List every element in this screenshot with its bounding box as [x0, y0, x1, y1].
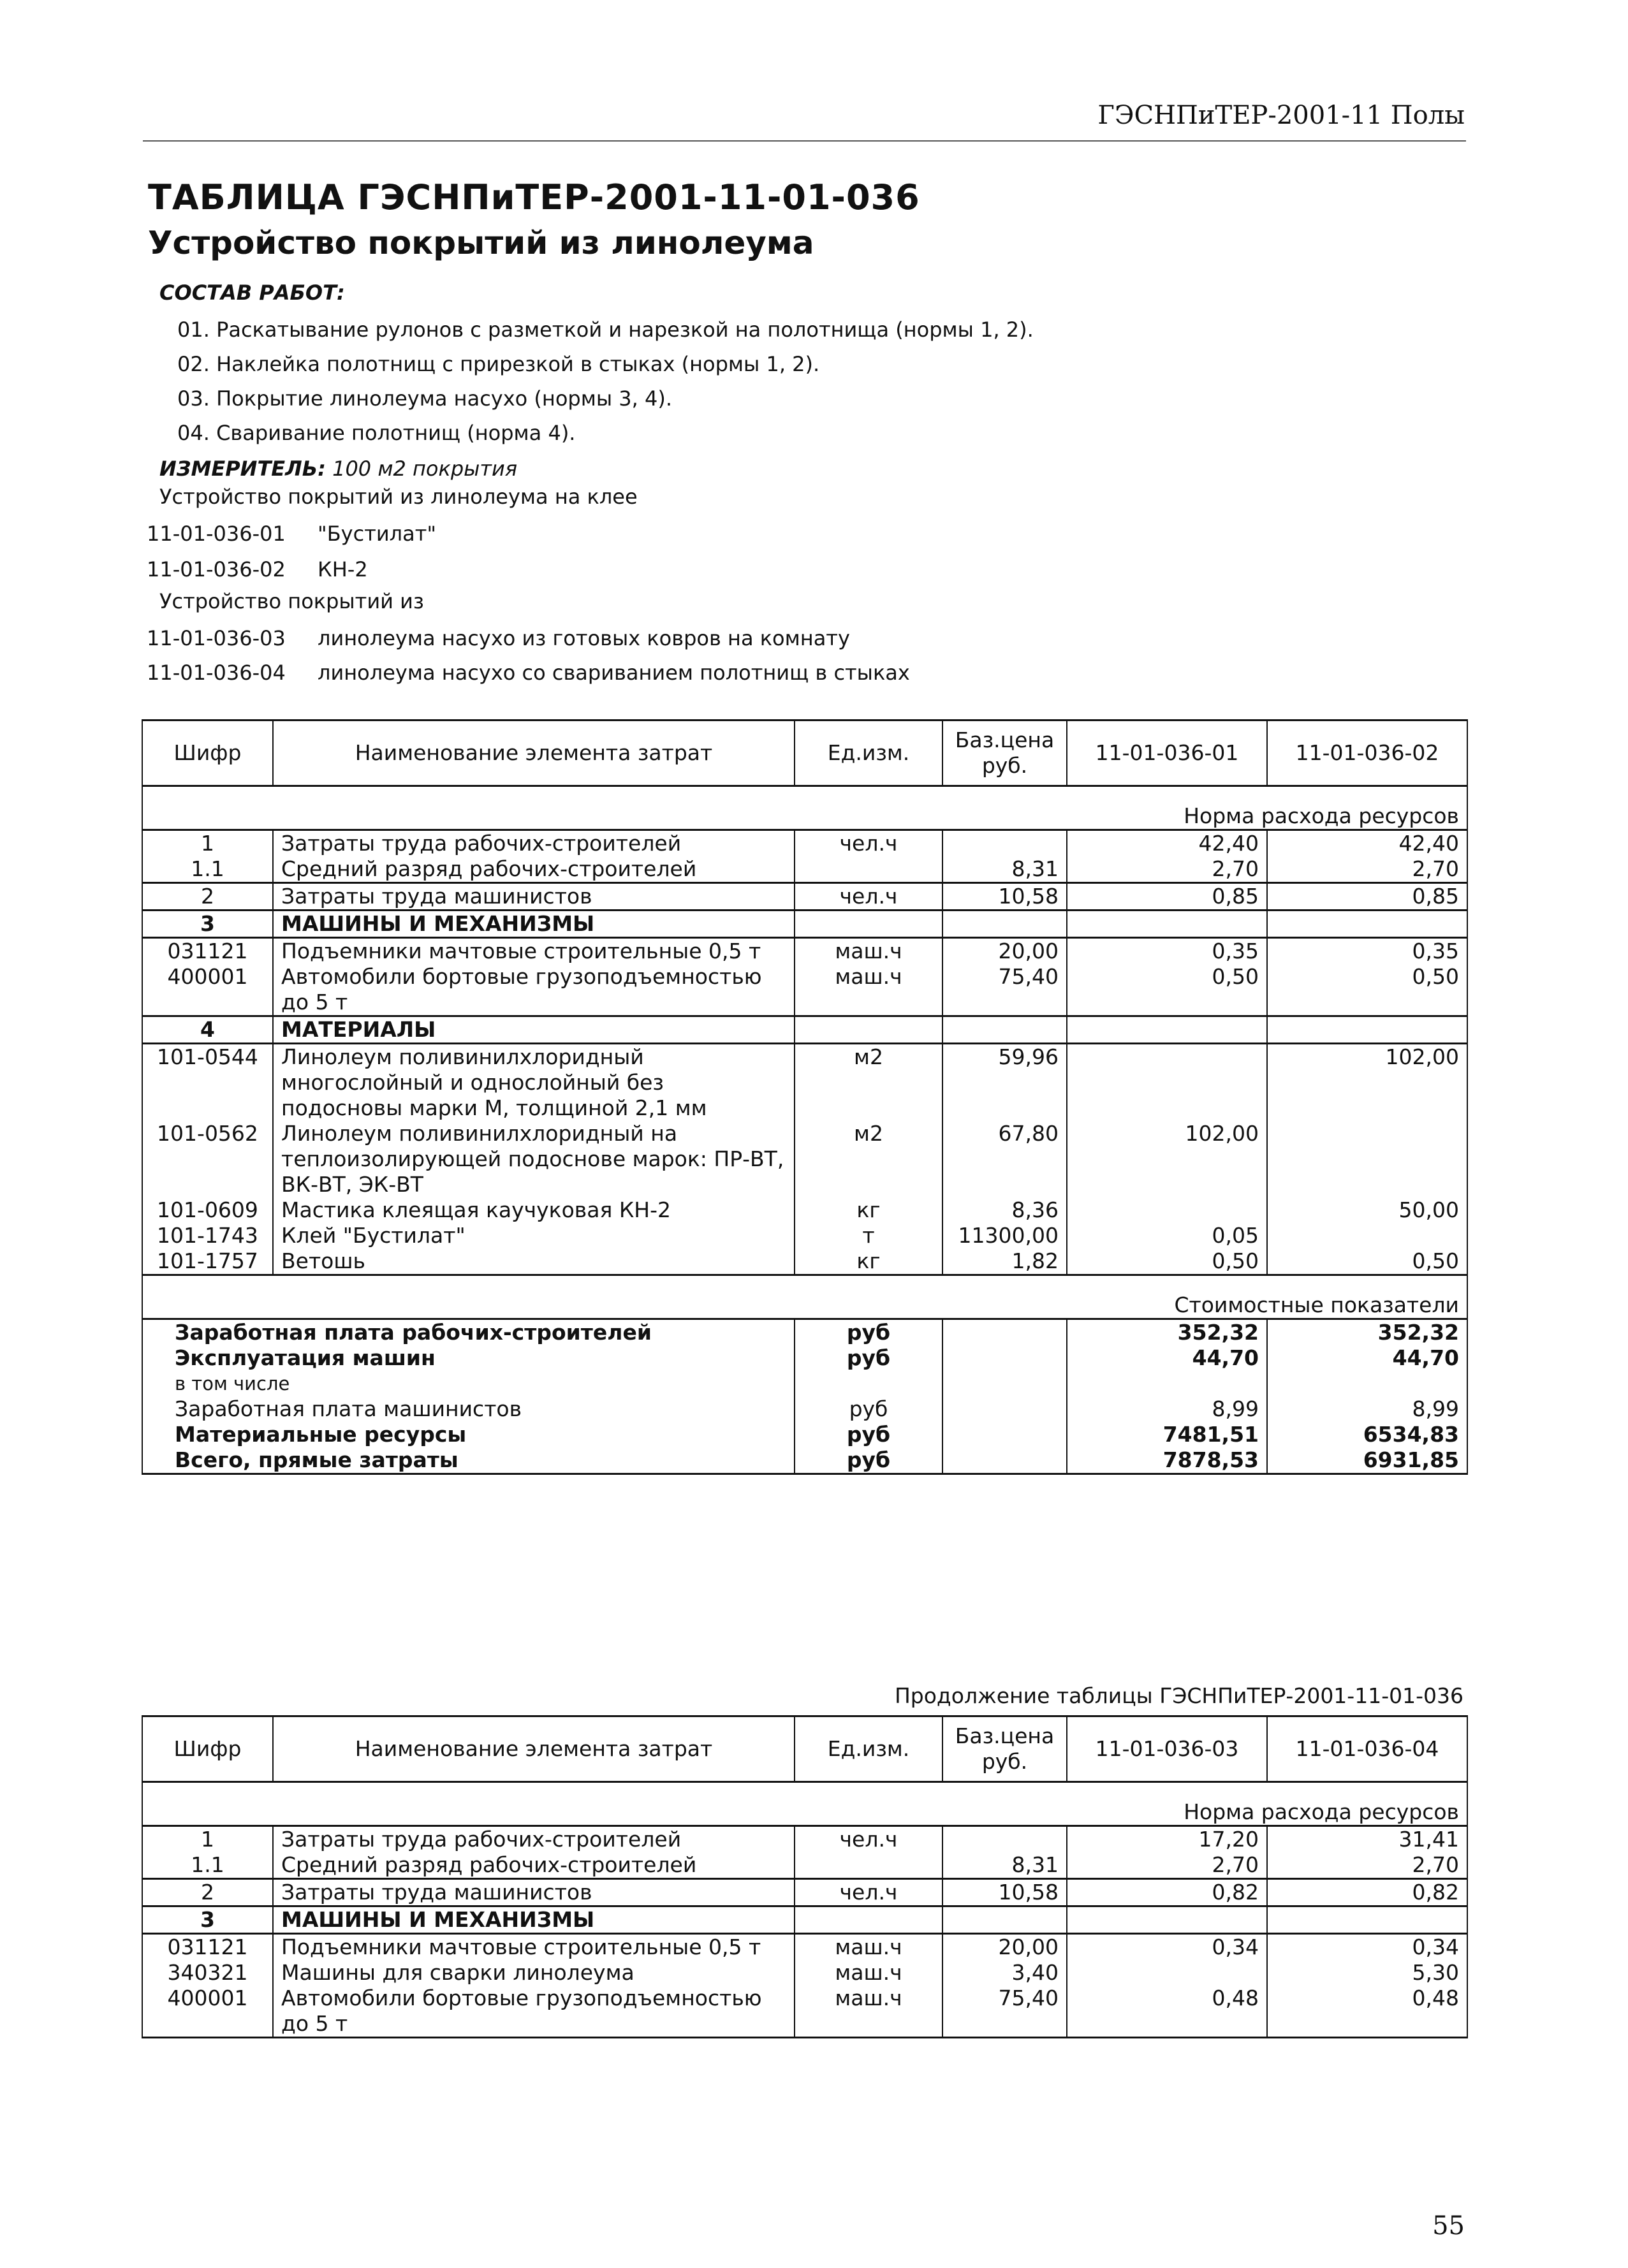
row-name: Средний разряд рабочих-строителей [273, 856, 795, 883]
cost-row [142, 1396, 1467, 1422]
col-header-cipher: Шифр [142, 1716, 273, 1782]
cost-value-1: 7878,53 [1067, 1447, 1267, 1474]
norms-table-1 [142, 719, 1468, 1475]
table-row [142, 1121, 1467, 1197]
cost-unit: руб [795, 1345, 942, 1371]
row-code: 2 [142, 883, 273, 911]
col-header-unit: Ед.изм. [795, 1716, 942, 1782]
cost-value-2: 44,70 [1267, 1345, 1467, 1371]
row-value-1 [1067, 1960, 1267, 1986]
work-item: 04. Сваривание полотнищ (норма 4). [177, 421, 576, 445]
row-name: Машины для сварки линолеума [273, 1960, 795, 1986]
table-row [142, 1934, 1467, 1961]
row-name: Клей "Бустилат" [273, 1223, 795, 1248]
row-unit: чел.ч [795, 830, 942, 857]
row-value-2: 0,35 [1267, 938, 1467, 965]
table-row [142, 1044, 1467, 1122]
norm-band-label: Норма расхода ресурсов [142, 1782, 1467, 1826]
row-price: 20,00 [942, 1934, 1067, 1961]
row-name: Затраты труда рабочих-строителей [273, 830, 795, 857]
row-value-1: 0,34 [1067, 1934, 1267, 1961]
cost-unit: руб [795, 1396, 942, 1422]
row-price: 75,40 [942, 964, 1067, 1016]
cost-name: Эксплуатация машин [142, 1345, 795, 1371]
row-code: 031121 [142, 1934, 273, 1961]
header-rule [143, 140, 1466, 142]
row-value-2: 0,85 [1267, 883, 1467, 911]
cost-value-2: 6931,85 [1267, 1447, 1467, 1474]
running-header: ГЭСНПиТЕР-2001-11 Полы [1097, 101, 1465, 130]
cost-name: Заработная плата машинистов [142, 1396, 795, 1422]
table-row [142, 1852, 1467, 1879]
row-value-2: 2,70 [1267, 1852, 1467, 1879]
col-header-norm-1: 11-01-036-01 [1067, 721, 1267, 786]
row-code: 031121 [142, 938, 273, 965]
table-row [142, 938, 1467, 965]
table-row [142, 1879, 1467, 1906]
row-value-2: 0,82 [1267, 1879, 1467, 1906]
row-unit: маш.ч [795, 964, 942, 1016]
row-price: 11300,00 [942, 1223, 1067, 1248]
row-value-1: 0,50 [1067, 1248, 1267, 1275]
table-title: ТАБЛИЦА ГЭСНПиТЕР-2001-11-01-036 [148, 177, 920, 217]
cost-value-2: 352,32 [1267, 1319, 1467, 1346]
row-code: 4 [142, 1016, 273, 1044]
row-value-2 [1267, 1121, 1467, 1197]
row-price [942, 830, 1067, 857]
row-value-1: 0,82 [1067, 1879, 1267, 1906]
row-value-1: 2,70 [1067, 1852, 1267, 1879]
row-unit: кг [795, 1197, 942, 1223]
row-price: 20,00 [942, 938, 1067, 965]
cost-row [142, 1345, 1467, 1371]
row-price [942, 1826, 1067, 1853]
work-item: 01. Раскатывание рулонов с разметкой и нарезкой на полотнища (нормы 1, 2). [177, 318, 1034, 342]
cost-value-2: 6534,83 [1267, 1422, 1467, 1447]
code-text: линолеума насухо со свариванием полотнищ в стыках [318, 661, 910, 685]
row-unit [795, 1852, 942, 1879]
norms-table-2 [142, 1715, 1468, 2038]
row-unit: маш.ч [795, 1934, 942, 1961]
group-heading: Устройство покрытий из линолеума на клее [159, 485, 638, 509]
row-unit: чел.ч [795, 1879, 942, 1906]
continuation-caption: Продолжение таблицы ГЭСНПиТЕР-2001-11-01-036 [894, 1683, 1463, 1708]
row-price: 10,58 [942, 1879, 1067, 1906]
table-row [142, 1826, 1467, 1853]
col-header-norm-4: 11-01-036-04 [1267, 1716, 1467, 1782]
section-row [142, 911, 1467, 938]
row-price: 3,40 [942, 1960, 1067, 1986]
code-text: линолеума насухо из готовых ковров на комнату [318, 626, 850, 650]
row-value-2: 2,70 [1267, 856, 1467, 883]
row-unit [795, 856, 942, 883]
row-unit: маш.ч [795, 1960, 942, 1986]
row-price: 10,58 [942, 883, 1067, 911]
row-value-1: 17,20 [1067, 1826, 1267, 1853]
col-header-price: Баз.цена руб. [942, 1716, 1067, 1782]
row-value-1: 0,35 [1067, 938, 1267, 965]
page-number: 55 [1432, 2211, 1465, 2241]
cost-row [142, 1447, 1467, 1474]
row-price: 8,36 [942, 1197, 1067, 1223]
row-code: 1.1 [142, 1852, 273, 1879]
row-price: 67,80 [942, 1121, 1067, 1197]
measure-line [159, 457, 517, 481]
cost-value-1: 8,99 [1067, 1396, 1267, 1422]
row-value-2: 31,41 [1267, 1826, 1467, 1853]
cost-row [142, 1422, 1467, 1447]
row-value-2: 102,00 [1267, 1044, 1467, 1122]
code-id: 11-01-036-04 [147, 661, 286, 685]
table-row [142, 964, 1467, 1016]
row-unit: маш.ч [795, 1986, 942, 2038]
code-id: 11-01-036-02 [147, 557, 286, 582]
row-code: 3 [142, 911, 273, 938]
section-name: МАТЕРИАЛЫ [273, 1016, 795, 1044]
code-text: КН-2 [318, 557, 368, 582]
row-value-1: 0,48 [1067, 1986, 1267, 2038]
table-row [142, 1960, 1467, 1986]
section-row [142, 1016, 1467, 1044]
row-code: 1 [142, 830, 273, 857]
row-name: Автомобили бортовые грузоподъемностью до 5 т [273, 1986, 795, 2038]
row-name: Затраты труда рабочих-строителей [273, 1826, 795, 1853]
col-header-name: Наименование элемента затрат [273, 1716, 795, 1782]
row-price: 8,31 [942, 1852, 1067, 1879]
cost-value-1: 7481,51 [1067, 1422, 1267, 1447]
row-unit: кг [795, 1248, 942, 1275]
row-price: 59,96 [942, 1044, 1067, 1122]
row-value-1 [1067, 1197, 1267, 1223]
table-row [142, 883, 1467, 911]
work-item: 02. Наклейка полотнищ с прирезкой в стыках (нормы 1, 2). [177, 352, 820, 376]
row-unit: м2 [795, 1121, 942, 1197]
row-name: Подъемники мачтовые строительные 0,5 т [273, 1934, 795, 1961]
table-row [142, 1197, 1467, 1223]
cost-unit: руб [795, 1319, 942, 1346]
row-name: Ветошь [273, 1248, 795, 1275]
row-code: 101-0562 [142, 1121, 273, 1197]
measure-label: ИЗМЕРИТЕЛЬ: [159, 457, 326, 481]
cost-name: Заработная плата рабочих-строителей [142, 1319, 795, 1346]
cost-value-2: 8,99 [1267, 1396, 1467, 1422]
col-header-price: Баз.цена руб. [942, 721, 1067, 786]
row-code: 400001 [142, 964, 273, 1016]
col-header-cipher: Шифр [142, 721, 273, 786]
table-row [142, 856, 1467, 883]
cost-band-label: Стоимостные показатели [142, 1275, 1467, 1319]
row-value-1: 0,85 [1067, 883, 1267, 911]
row-unit: чел.ч [795, 1826, 942, 1853]
row-value-1: 42,40 [1067, 830, 1267, 857]
col-header-name: Наименование элемента затрат [273, 721, 795, 786]
table-row [142, 1248, 1467, 1275]
table-row [142, 830, 1467, 857]
row-value-1: 2,70 [1067, 856, 1267, 883]
row-value-2: 42,40 [1267, 830, 1467, 857]
row-value-1: 0,50 [1067, 964, 1267, 1016]
composition-label: СОСТАВ РАБОТ: [159, 281, 345, 305]
row-name: Средний разряд рабочих-строителей [273, 1852, 795, 1879]
cost-name: Всего, прямые затраты [142, 1447, 795, 1474]
table-subtitle: Устройство покрытий из линолеума [148, 224, 814, 261]
cost-name: Материальные ресурсы [142, 1422, 795, 1447]
section-row [142, 1906, 1467, 1934]
row-code: 1.1 [142, 856, 273, 883]
code-id: 11-01-036-01 [147, 522, 286, 546]
row-name: Автомобили бортовые грузоподъемностью до 5 т [273, 964, 795, 1016]
row-unit: т [795, 1223, 942, 1248]
row-value-1: 102,00 [1067, 1121, 1267, 1197]
row-code: 1 [142, 1826, 273, 1853]
work-item: 03. Покрытие линолеума насухо (нормы 3, 4). [177, 386, 672, 411]
cost-value-1: 352,32 [1067, 1319, 1267, 1346]
row-name: Затраты труда машинистов [273, 883, 795, 911]
row-value-1 [1067, 1044, 1267, 1122]
col-header-unit: Ед.изм. [795, 721, 942, 786]
row-code: 101-1743 [142, 1223, 273, 1248]
row-price: 75,40 [942, 1986, 1067, 2038]
row-value-2: 0,50 [1267, 964, 1467, 1016]
cost-name: в том числе [142, 1371, 795, 1396]
row-code: 400001 [142, 1986, 273, 2038]
row-value-2: 0,50 [1267, 1248, 1467, 1275]
col-header-norm-2: 11-01-036-02 [1267, 721, 1467, 786]
row-code: 101-0544 [142, 1044, 273, 1122]
row-value-2: 50,00 [1267, 1197, 1467, 1223]
row-code: 101-1757 [142, 1248, 273, 1275]
row-unit: чел.ч [795, 883, 942, 911]
row-code: 340321 [142, 1960, 273, 1986]
col-header-norm-3: 11-01-036-03 [1067, 1716, 1267, 1782]
row-value-2 [1267, 1223, 1467, 1248]
row-name: Линолеум поливинилхлоридный на теплоизолирующей подоснове марок: ПР-ВТ, ВК-ВТ, ЭК-ВТ [273, 1121, 795, 1197]
row-name: Линолеум поливинилхлоридный многослойный и однослойный без подосновы марки М, толщиной 2,1 мм [273, 1044, 795, 1122]
section-name: МАШИНЫ И МЕХАНИЗМЫ [273, 911, 795, 938]
row-name: Подъемники мачтовые строительные 0,5 т [273, 938, 795, 965]
norm-band-label: Норма расхода ресурсов [142, 786, 1467, 830]
row-code: 2 [142, 1879, 273, 1906]
row-price: 8,31 [942, 856, 1067, 883]
row-price: 1,82 [942, 1248, 1067, 1275]
row-code: 3 [142, 1906, 273, 1934]
cost-unit: руб [795, 1422, 942, 1447]
table-row [142, 1223, 1467, 1248]
table-row [142, 1986, 1467, 2038]
row-unit: м2 [795, 1044, 942, 1122]
code-id: 11-01-036-03 [147, 626, 286, 650]
row-unit: маш.ч [795, 938, 942, 965]
row-value-2: 5,30 [1267, 1960, 1467, 1986]
row-name: Затраты труда машинистов [273, 1879, 795, 1906]
row-value-1: 0,05 [1067, 1223, 1267, 1248]
code-text: "Бустилат" [318, 522, 437, 546]
row-value-2: 0,34 [1267, 1934, 1467, 1961]
cost-unit: руб [795, 1447, 942, 1474]
row-name: Мастика клеящая каучуковая КН-2 [273, 1197, 795, 1223]
section-name: МАШИНЫ И МЕХАНИЗМЫ [273, 1906, 795, 1934]
row-value-2: 0,48 [1267, 1986, 1467, 2038]
measure-value: 100 м2 покрытия [332, 457, 518, 481]
cost-value-1: 44,70 [1067, 1345, 1267, 1371]
row-code: 101-0609 [142, 1197, 273, 1223]
cost-row [142, 1319, 1467, 1346]
group-heading: Устройство покрытий из [159, 589, 424, 613]
cost-row [142, 1371, 1467, 1396]
